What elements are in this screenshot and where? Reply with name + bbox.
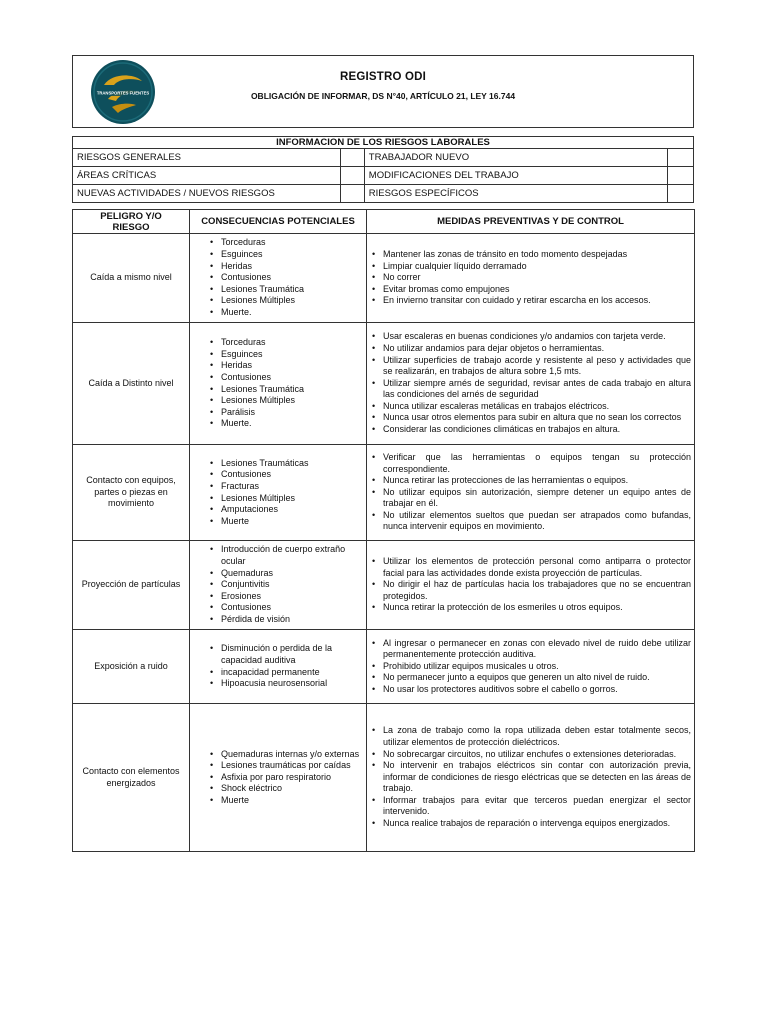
consequences-column-header: CONSECUENCIAS POTENCIALES	[190, 210, 367, 234]
measure-item: • No usar los protectores auditivos sobre el cabello o gorros.	[372, 684, 691, 696]
risk-label: MODIFICACIONES DEL TRABAJO	[364, 167, 667, 185]
hazard-row	[73, 704, 695, 852]
consequence-item: • Lesiones Múltiples	[210, 295, 362, 307]
consequence-item: • Contusiones	[210, 602, 362, 614]
measure-item: • Nunca retirar la protección de los esmeriles u otros equipos.	[372, 602, 691, 614]
consequence-item: • Lesiones Múltiples	[210, 493, 362, 505]
consequences-cell	[190, 445, 367, 541]
measure-item: • Nunca realice trabajos de reparación o intervenga equipos energizados.	[372, 818, 691, 830]
consequence-item: • Pérdida de visión	[210, 614, 362, 626]
consequence-item: • Fracturas	[210, 481, 362, 493]
hazard-row	[73, 630, 695, 704]
hazard-row	[73, 445, 695, 541]
measure-item: • Prohibido utilizar equipos musicales u otros.	[372, 661, 691, 673]
risk-checkbox[interactable]	[667, 149, 693, 167]
consequence-item: • Muerte	[210, 516, 362, 528]
measure-item: • No utilizar elementos sueltos que puedan ser atrapados como bufandas, nunca intervenir equipos en movimiento.	[372, 510, 691, 533]
measure-item: • Utilizar superficies de trabajo acorde y resistente al peso y actividades que se realizarán, en trabajos de altura sobre 1,5 mts.	[372, 355, 691, 378]
risk-checkbox[interactable]	[340, 167, 364, 185]
hazard-row	[73, 541, 695, 630]
measure-item: • No dirigir el haz de partículas hacia los trabajadores que no se encuentran protegidos.	[372, 579, 691, 602]
consequence-item: • Muerte.	[210, 418, 362, 430]
measure-item: • No utilizar equipos sin autorización, siempre detener un equipo antes de trabajar en él.	[372, 487, 691, 510]
measure-item: • Limpiar cualquier líquido derramado	[372, 261, 691, 273]
measure-item: • Usar escaleras en buenas condiciones y/o andamios con tarjeta verde.	[372, 331, 691, 343]
measure-item: • Considerar las condiciones climáticas en trabajos en altura.	[372, 424, 691, 436]
risk-label: NUEVAS ACTIVIDADES / NUEVOS RIESGOS	[73, 185, 341, 203]
measure-item: • Verificar que las herramientas o equipos tengan su protección correspondiente.	[372, 452, 691, 475]
consequence-item: • Asfixia por paro respiratorio	[210, 772, 362, 784]
measures-cell	[367, 630, 695, 704]
consequences-cell	[190, 630, 367, 704]
consequence-item: • Torceduras	[210, 337, 362, 349]
consequence-item: • Shock eléctrico	[210, 783, 362, 795]
measure-item: • No intervenir en trabajos eléctricos sin contar con autorización previa, informar de condiciones de riesgo eléctricas que se detecten en las áreas de trabajo.	[372, 760, 691, 795]
measure-item: • No utilizar andamios para dejar objetos o herramientas.	[372, 343, 691, 355]
hazard-row	[73, 323, 695, 445]
measures-column-header: MEDIDAS PREVENTIVAS Y DE CONTROL	[367, 210, 695, 234]
measure-item: • No correr	[372, 272, 691, 284]
consequence-item: • Muerte	[210, 795, 362, 807]
consequence-item: • Introducción de cuerpo extraño ocular	[210, 544, 362, 567]
measures-cell	[367, 445, 695, 541]
consequence-item: • Contusiones	[210, 469, 362, 481]
consequences-cell	[190, 234, 367, 323]
consequence-item: • Conjuntivitis	[210, 579, 362, 591]
measure-item: • No permanecer junto a equipos que generen un alto nivel de ruido.	[372, 672, 691, 684]
document-subtitle: OBLIGACIÓN DE INFORMAR, DS N°40, ARTÍCULO 21, LEY 16.744	[250, 91, 516, 101]
consequence-item: • Quemaduras	[210, 568, 362, 580]
measures-cell	[367, 323, 695, 445]
consequences-cell	[190, 541, 367, 630]
consequence-item: • Lesiones Traumática	[210, 284, 362, 296]
measure-item: • No sobrecargar circuitos, no utilizar enchufes o extensiones deterioradas.	[372, 749, 691, 761]
consequence-item: • Esguinces	[210, 249, 362, 261]
measure-item: • En invierno transitar con cuidado y retirar escarcha en los accesos.	[372, 295, 691, 307]
consequence-item: • Lesiones Traumáticas	[210, 458, 362, 470]
consequence-item: • Torceduras	[210, 237, 362, 249]
measure-item: • Al ingresar o permanecer en zonas con elevado nivel de ruido debe utilizar permanentemente protección auditiva.	[372, 638, 691, 661]
consequences-cell	[190, 704, 367, 852]
measure-item: • Utilizar los elementos de protección personal como antiparra o protector facial para las actividades donde exista proyección de partículas.	[372, 556, 691, 579]
risk-checkbox[interactable]	[667, 167, 693, 185]
measure-item: • La zona de trabajo como la ropa utilizada deben estar totalmente secos, utilizar elementos de protección dieléctricos.	[372, 725, 691, 748]
consequence-item: • Parálisis	[210, 407, 362, 419]
consequence-item: • Esguinces	[210, 349, 362, 361]
measures-cell	[367, 704, 695, 852]
risk-info-row	[73, 185, 694, 203]
hazard-table	[72, 209, 695, 852]
measure-item: • Nunca usar otros elementos para subir en altura que no sean los correctos	[372, 412, 691, 424]
risk-label: TRABAJADOR NUEVO	[364, 149, 667, 167]
consequence-item: • incapacidad permanente	[210, 667, 362, 679]
risk-checkbox[interactable]	[340, 185, 364, 203]
risk-checkbox[interactable]	[340, 149, 364, 167]
consequence-item: • Lesiones Múltiples	[210, 395, 362, 407]
risk-info-table	[72, 136, 694, 203]
hazard-name: Exposición a ruido	[73, 630, 190, 704]
risk-info-title: INFORMACION DE LOS RIESGOS LABORALES	[73, 137, 694, 149]
consequence-item: • Disminución o perdida de la capacidad auditiva	[210, 643, 362, 666]
risk-label: RIESGOS ESPECÍFICOS	[364, 185, 667, 203]
consequence-item: • Quemaduras internas y/o externas	[210, 749, 362, 761]
measure-item: • Mantener las zonas de tránsito en todo momento despejadas	[372, 249, 691, 261]
consequence-item: • Contusiones	[210, 372, 362, 384]
consequence-item: • Amputaciones	[210, 504, 362, 516]
consequence-item: • Hipoacusia neurosensorial	[210, 678, 362, 690]
measure-item: • Nunca utilizar escaleras metálicas en trabajos eléctricos.	[372, 401, 691, 413]
risk-label: ÁREAS CRÍTICAS	[73, 167, 341, 185]
risk-info-row	[73, 167, 694, 185]
hazard-column-header: PELIGRO Y/O RIESGO	[73, 210, 190, 234]
logo-text: TRANSPORTES FUENTES	[96, 90, 150, 96]
risk-checkbox[interactable]	[667, 185, 693, 203]
consequence-item: • Heridas	[210, 360, 362, 372]
consequence-item: • Lesiones Traumática	[210, 384, 362, 396]
measure-item: • Nunca retirar las protecciones de las herramientas o equipos.	[372, 475, 691, 487]
risk-info-row	[73, 149, 694, 167]
measures-cell	[367, 541, 695, 630]
hazard-row	[73, 234, 695, 323]
risk-label: RIESGOS GENERALES	[73, 149, 341, 167]
consequence-item: • Contusiones	[210, 272, 362, 284]
consequence-item: • Heridas	[210, 261, 362, 273]
document-title: REGISTRO ODI	[339, 71, 427, 83]
hazard-name: Caída a Distinto nivel	[73, 323, 190, 445]
measure-item: • Utilizar siempre arnés de seguridad, revisar antes de cada trabajo en altura las condiciones del arnés de seguridad	[372, 378, 691, 401]
document-header	[72, 55, 694, 128]
consequence-item: • Muerte.	[210, 307, 362, 319]
hazard-name: Contacto con elementos energizados	[73, 704, 190, 852]
measure-item: • Evitar bromas como empujones	[372, 284, 691, 296]
measure-item: • Informar trabajos para evitar que terceros puedan energizar el sector intervenido.	[372, 795, 691, 818]
consequence-item: • Erosiones	[210, 591, 362, 603]
hazard-name: Proyección de partículas	[73, 541, 190, 630]
hazard-name: Caída a mismo nivel	[73, 234, 190, 323]
hazard-name: Contacto con equipos, partes o piezas en movimiento	[73, 445, 190, 541]
consequence-item: • Lesiones traumáticas por caídas	[210, 760, 362, 772]
consequences-cell	[190, 323, 367, 445]
measures-cell	[367, 234, 695, 323]
